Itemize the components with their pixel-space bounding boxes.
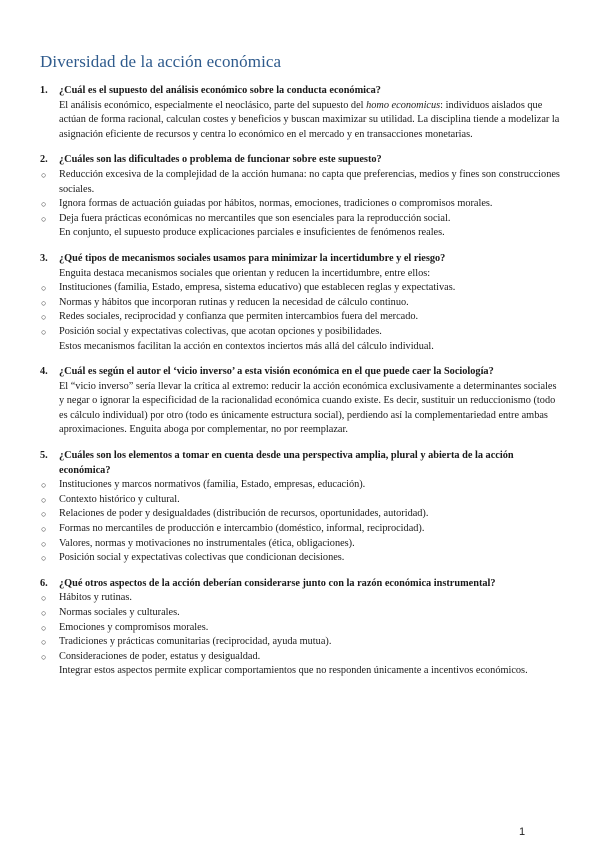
bullet-icon: ○ [41, 213, 47, 224]
bullet-icon: ○ [41, 622, 47, 633]
list-item-text: Normas sociales y culturales. [59, 607, 180, 618]
question-text: ¿Qué otros aspectos de la acción deberían considerarse junto con la razón económica instrumental? [59, 577, 496, 589]
list-item [40, 591, 560, 606]
list-item [40, 197, 560, 212]
bullet-icon: ○ [41, 553, 47, 564]
section-5 [40, 449, 560, 566]
section-1 [40, 84, 560, 142]
list-item-text: Consideraciones de poder, estatus y desigualdad. [59, 650, 261, 662]
list-item [40, 507, 560, 522]
bullet-icon: ○ [41, 494, 47, 505]
list-item-text: Emociones y compromisos morales. [59, 621, 209, 633]
list-item-text: Deja fuera prácticas económicas no mercantiles que son esenciales para la reproducción social. [59, 212, 451, 224]
list-item [40, 493, 560, 508]
answer-text-end: : individuos aislados que actúan de forma racional, calculan costes y beneficios y buscan maximizar su utilidad. La disciplina tiende a modelizar la asignación eficiente de recursos y centra lo económico en el mercado y en transacciones monetarias. [59, 99, 560, 140]
list-item [40, 606, 560, 621]
list-item [40, 551, 560, 566]
list-item [40, 310, 560, 325]
bullet-icon: ○ [41, 480, 47, 491]
question-heading [40, 252, 560, 267]
summary-paragraph: Estos mecanismos facilitan la acción en contextos inciertos más allá del cálculo individual. [59, 340, 434, 352]
list-item [40, 478, 560, 493]
bullet-icon: ○ [41, 651, 47, 662]
list-item [40, 522, 560, 537]
question-number: 3. [40, 252, 48, 264]
question-heading [40, 577, 560, 592]
section-4 [40, 365, 560, 438]
document-title: Diversidad de la acción económica [40, 52, 282, 71]
bullet-icon: ○ [41, 538, 47, 549]
bullet-list [40, 478, 560, 566]
answer-paragraph: El “vicio inverso” sería llevar la crítica al extremo: reducir la acción económica exclusivamente a determinantes sociales y negar o ignorar la especificidad de la racionalidad económica cuando existe. Es decir, sustituir un reduccionismo (todo es cálculo individual) por otro (todo es únicamente estructura social), perdiendo así la complementariedad entre ambas aproximaciones. Enguita aboga por complementar, no por reemplazar. [59, 380, 557, 436]
list-item-text: Instituciones (familia, Estado, empresa, sistema educativo) que establecen reglas y expectativas. [59, 282, 456, 294]
bullet-icon: ○ [41, 593, 47, 604]
list-item-text: Posición social y expectativas colectivas, que acotan opciones y posibilidades. [59, 325, 382, 337]
bullet-icon: ○ [41, 297, 47, 308]
bullet-icon: ○ [41, 326, 47, 337]
bullet-icon: ○ [41, 169, 47, 180]
question-number: 1. [40, 85, 48, 96]
list-item-text: Reducción excesiva de la complejidad de la acción humana: no capta que preferencias, medios y fines son construcciones sociales. [59, 168, 560, 195]
list-item-text: Ignora formas de actuación guiadas por hábitos, normas, emociones, tradiciones o compromisos morales. [59, 198, 493, 210]
question-text: ¿Cuál es el supuesto del análisis económico sobre la conducta económica? [59, 85, 381, 96]
list-item-text: Valores, normas y motivaciones no instrumentales (ética, obligaciones). [59, 537, 355, 549]
page-number: 1 [519, 826, 526, 838]
question-text: ¿Cuál es según el autor el ‘vicio inverso’ a esta visión económica en el que puede caer la Sociología? [59, 366, 494, 378]
list-item-text: Redes sociales, reciprocidad y confianza que permiten intercambios fuera del mercado. [59, 311, 419, 323]
bullet-icon: ○ [41, 509, 47, 520]
document-content [40, 84, 560, 690]
question-text: ¿Cuáles son los elementos a tomar en cuenta desde una perspectiva amplia, plural y abierta de la acción económica? [59, 450, 514, 476]
bullet-icon: ○ [41, 637, 47, 648]
bullet-list [40, 591, 560, 664]
bullet-list [40, 281, 560, 339]
list-item-text: Normas y hábitos que incorporan rutinas y reducen la necesidad de cálculo continuo. [59, 296, 409, 308]
question-heading [40, 153, 560, 168]
question-number: 2. [40, 154, 48, 166]
list-item [40, 168, 560, 197]
list-item [40, 325, 560, 340]
section-6 [40, 577, 560, 679]
bullet-icon: ○ [41, 524, 47, 535]
question-number: 5. [40, 450, 48, 462]
answer-paragraph [40, 99, 560, 143]
answer-text-start: El análisis económico, especialmente el neoclásico, parte del supuesto del [59, 99, 367, 111]
bullet-icon: ○ [41, 283, 47, 294]
bullet-list [40, 168, 560, 226]
summary-paragraph: En conjunto, el supuesto produce explicaciones parciales e insuficientes de fenómenos reales. [59, 227, 445, 239]
summary-paragraph: Integrar estos aspectos permite explicar comportamientos que no responden únicamente a incentivos económicos. [59, 665, 528, 677]
list-item [40, 281, 560, 296]
question-text: ¿Cuáles son las dificultades o problema de funcionar sobre este supuesto? [59, 154, 382, 166]
question-number: 6. [40, 577, 48, 589]
intro-paragraph: Enguita destaca mecanismos sociales que orientan y reducen la incertidumbre, entre ellos: [59, 267, 431, 279]
list-item-text: Posición social y expectativas colectivas que condicionan decisiones. [59, 552, 345, 564]
section-3 [40, 252, 560, 354]
list-item [40, 621, 560, 636]
question-text: ¿Qué tipos de mecanismos sociales usamos para minimizar la incertidumbre y el riesgo? [59, 252, 446, 264]
section-2 [40, 153, 560, 241]
list-item-text: Contexto histórico y cultural. [59, 493, 180, 505]
question-heading [40, 84, 560, 99]
list-item [40, 635, 560, 650]
question-heading [40, 365, 560, 380]
list-item [40, 212, 560, 227]
bullet-icon: ○ [41, 312, 47, 323]
question-number: 4. [40, 366, 48, 378]
question-heading [40, 449, 560, 478]
list-item-text: Hábitos y rutinas. [59, 592, 132, 604]
list-item [40, 296, 560, 311]
list-item-text: Tradiciones y prácticas comunitarias (reciprocidad, ayuda mutua). [59, 636, 332, 648]
list-item [40, 650, 560, 665]
list-item-text: Relaciones de poder y desigualdades (distribución de recursos, oportunidades, autoridad). [59, 508, 429, 520]
bullet-icon: ○ [41, 199, 47, 210]
bullet-icon: ○ [41, 608, 47, 618]
list-item [40, 537, 560, 552]
list-item-text: Instituciones y marcos normativos (familia, Estado, empresas, educación). [59, 479, 366, 491]
answer-emphasis: homo economicus [366, 99, 441, 111]
list-item-text: Formas no mercantiles de producción e intercambio (doméstico, informal, reciprocidad). [59, 523, 425, 535]
